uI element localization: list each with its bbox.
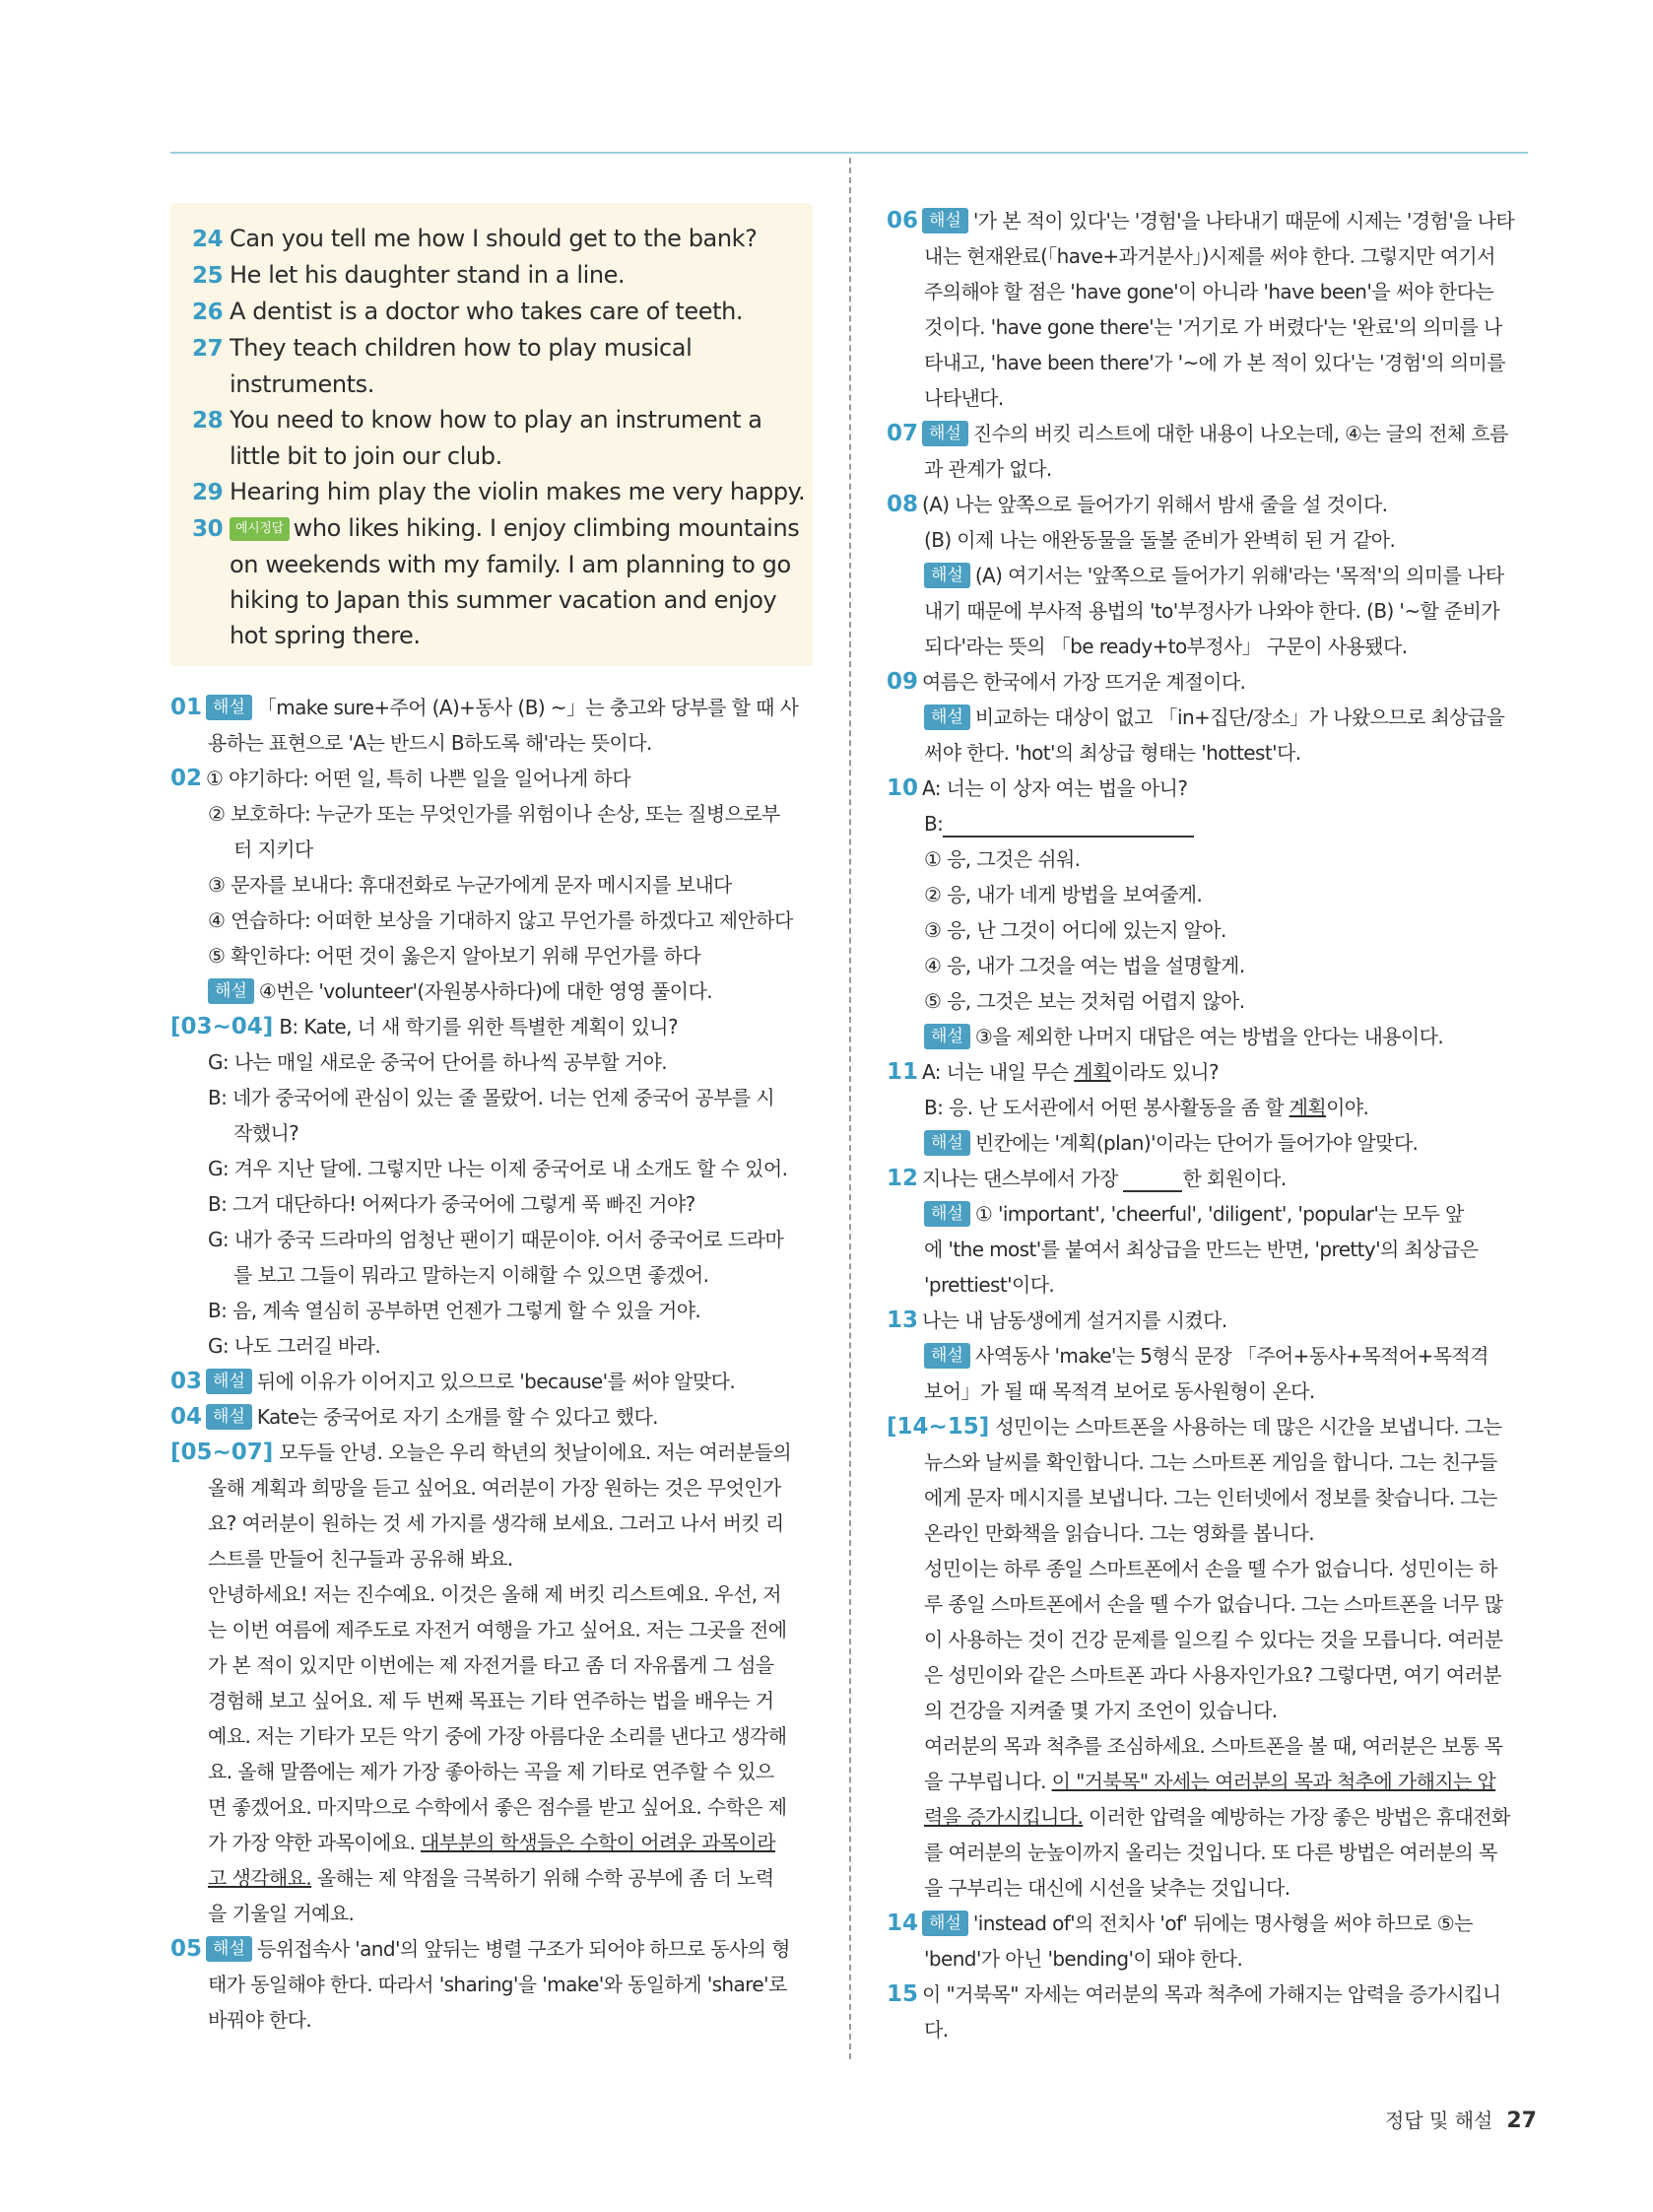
q13-explanation: 해설 사역동사 'make'는 5형식 문장 「주어+동사+목적어+목적격 bbox=[887, 1338, 1528, 1374]
passage-line: 뉴스와 날씨를 확인합니다. 그는 스마트폰 게임을 합니다. 그는 친구들 bbox=[924, 1450, 1497, 1474]
passage-line: 력을 증가시킵니다. 이러한 압력을 예방하는 가장 좋은 방법은 휴대전화 bbox=[924, 1805, 1510, 1829]
q08: 08 (A) 나는 앞쪽으로 들어가기 위해서 밤새 줄을 설 것이다. bbox=[887, 492, 1388, 517]
explanation-tag: 해설 bbox=[206, 1369, 252, 1394]
q05-line: 바꿔야 한다. bbox=[208, 2008, 312, 2032]
q08-line: (B) 이제 나는 애완동물을 돌볼 준비가 완벽히 된 거 같아. bbox=[924, 528, 1396, 552]
q14-line: 'bend'가 아닌 'bending'이 돼야 한다. bbox=[924, 1947, 1243, 1971]
explanation-tag: 해설 bbox=[924, 563, 970, 588]
q05-line: 태가 동일해야 한다. 따라서 'sharing'을 'make'와 동일하게 'share'로 bbox=[208, 1973, 787, 1996]
q11-explanation: 해설 빈칸에는 '계획(plan)'이라는 단어가 들어가야 알맞다. bbox=[887, 1125, 1528, 1161]
passage-line: 요? 여러분이 원하는 것 세 가지를 생각해 보세요. 그러고 나서 버킷 리 bbox=[208, 1511, 784, 1535]
explanation-tag: 해설 bbox=[924, 1024, 970, 1049]
passage-line: 을 기울일 거예요. bbox=[208, 1902, 355, 1925]
q13-line: 보어」가 될 때 목적격 보어로 동사원형이 온다. bbox=[924, 1379, 1315, 1403]
passage-line: 는 이번 여름에 제주도로 자전거 여행을 가고 싶어요. 저는 그곳을 전에 bbox=[208, 1618, 787, 1642]
passage-line: 을 구부립니다. 이 "거북목" 자세는 여러분의 목과 척추에 가해지는 압 bbox=[924, 1770, 1496, 1793]
q15-line: 다. bbox=[924, 2018, 949, 2042]
explanation-tag: 해설 bbox=[922, 421, 968, 446]
passage-line: 가 가장 약한 과목이에요. 대부분의 학생들은 수학이 어려운 과목이라 bbox=[208, 1831, 775, 1854]
footer-label: 정답 및 해설 bbox=[1385, 2109, 1493, 2132]
q12-line: 'prettiest'이다. bbox=[924, 1273, 1055, 1297]
answer-25: 25 He let his daughter stand in a line. bbox=[192, 261, 626, 289]
passage-line: 스트를 만들어 친구들과 공유해 봐요. bbox=[208, 1547, 513, 1571]
passage-line: 요. 올해 말쯤에는 제가 가장 좋아하는 곡을 제 기타로 연주할 수 있으 bbox=[208, 1760, 774, 1783]
q05-07-passage: [05~07] 모두들 안녕. 오늘은 우리 학년의 첫날이에요. 저는 여러분들의 bbox=[170, 1440, 792, 1465]
q10: 10 A: 너는 이 상자 여는 법을 아니? bbox=[887, 775, 1188, 801]
explanation-tag: 해설 bbox=[206, 1404, 252, 1430]
answer-box bbox=[170, 203, 813, 666]
q05: 05 해설 등위접속사 'and'의 앞뒤는 병렬 구조가 되어야 하므로 동사의 형 bbox=[170, 1936, 790, 1962]
dialog-line: 작했니? bbox=[233, 1121, 299, 1145]
q02: 02 ① 야기하다: 어떤 일, 특히 나쁜 일을 일어나게 하다 bbox=[170, 766, 630, 791]
q07: 07 해설 진수의 버킷 리스트에 대한 내용이 나오는데, ④는 글의 전체 흐름 bbox=[887, 421, 1508, 446]
q02-line: ④ 연습하다: 어떠한 보상을 기대하지 않고 무언가를 하겠다고 제안하다 bbox=[208, 908, 793, 932]
q10-option: ④ 응, 내가 그것을 여는 법을 설명할게. bbox=[924, 954, 1245, 977]
q06-line: 내는 현재완료(「have+과거분사」)시제를 써야 한다. 그렇지만 여기서 bbox=[924, 244, 1495, 268]
answer-30: 30 예시정답 who likes hiking. I enjoy climbing mountains bbox=[192, 514, 800, 542]
q10-option: ② 응, 내가 네게 방법을 보여줄게. bbox=[924, 883, 1203, 906]
passage-line: 을 구부리는 대신에 시선을 낮추는 것입니다. bbox=[924, 1876, 1290, 1900]
explanation-tag: 해설 bbox=[208, 978, 254, 1004]
q10-option: ① 응, 그것은 쉬워. bbox=[924, 847, 1081, 871]
answer-28: 28 You need to know how to play an instrument a bbox=[192, 406, 762, 434]
q08-line: 되다'라는 뜻의 「be ready+to부정사」 구문이 사용됐다. bbox=[924, 635, 1408, 658]
passage-line: 의 건강을 지켜줄 몇 가지 조언이 있습니다. bbox=[924, 1699, 1278, 1722]
q06-line: 주의해야 할 점은 'have gone'이 아니라 'have been'을 써야 한다는 bbox=[924, 280, 1494, 303]
q06-line: 타내고, 'have been there'가 '~에 가 본 적이 있다'는 '경험'의 의미를 bbox=[924, 351, 1506, 374]
passage-line: 고 생각해요. 올해는 제 약점을 극복하기 위해 수학 공부에 좀 더 노력 bbox=[208, 1866, 774, 1890]
q06: 06 해설 '가 본 적이 있다'는 '경험'을 나타내기 때문에 시제는 '경험'을 나타 bbox=[887, 208, 1515, 234]
passage-line: 에게 문자 메시지를 보냅니다. 그는 인터넷에서 정보를 찾습니다. 그는 bbox=[924, 1486, 1497, 1509]
sample-answer-badge: 예시정답 bbox=[230, 517, 290, 541]
dialog-line: B: 그거 대단하다! 어쩌다가 중국어에 그렇게 푹 빠진 거야? bbox=[208, 1192, 695, 1216]
explanation-tag: 해설 bbox=[924, 1343, 970, 1369]
passage-line: 가 본 적이 있지만 이번에는 제 자전거를 타고 좀 더 자유롭게 그 섬을 bbox=[208, 1653, 774, 1677]
q10-option: ⑤ 응, 그것은 보는 것처럼 어렵지 않아. bbox=[924, 989, 1245, 1013]
q15: 15 이 "거북목" 자세는 여러분의 목과 척추에 가해지는 압력을 증가시킵니 bbox=[887, 1981, 1501, 2007]
passage-line: 면 좋겠어요. 마지막으로 수학에서 좋은 점수를 받고 싶어요. 수학은 제 bbox=[208, 1795, 787, 1819]
q09-explanation: 해설 비교하는 대상이 없고 「in+집단/장소」가 나왔으므로 최상급을 bbox=[887, 700, 1528, 735]
answer-28-cont: little bit to join our club. bbox=[230, 442, 502, 470]
answer-24: 24 Can you tell me how I should get to the bank? bbox=[192, 225, 758, 252]
q08-line: 내기 때문에 부사적 용법의 'to'부정사가 나와야 한다. (B) '~할 준비가 bbox=[924, 599, 1500, 623]
dialog-line: 를 보고 그들이 뭐라고 말하는지 이해할 수 있으면 좋겠어. bbox=[233, 1263, 709, 1287]
passage-line: 를 여러분의 눈높이까지 올리는 것입니다. 또 다른 방법은 여러분의 목 bbox=[924, 1841, 1497, 1864]
q04: 04 해설 Kate는 중국어로 자기 소개를 할 수 있다고 했다. bbox=[170, 1404, 658, 1430]
dialog-line: B: 네가 중국어에 관심이 있는 줄 몰랐어. 너는 언제 중국어 공부를 시 bbox=[208, 1086, 775, 1109]
passage-line: 온라인 만화책을 읽습니다. 그는 영화를 봅니다. bbox=[924, 1521, 1314, 1545]
passage-line: 이 사용하는 것이 건강 문제를 일으킬 수 있다는 것을 모릅니다. 여러분 bbox=[924, 1628, 1503, 1651]
q10-explanation: 해설 ③을 제외한 나머지 대답은 여는 방법을 안다는 내용이다. bbox=[887, 1019, 1528, 1054]
q02-explanation: 해설 ④번은 'volunteer'(자원봉사하다)에 대한 영영 풀이다. bbox=[170, 973, 813, 1009]
answer-29: 29 Hearing him play the violin makes me very happy. bbox=[192, 478, 806, 505]
q10-blank-line: B: bbox=[887, 806, 1528, 841]
dialog-line: G: 겨우 지난 달에. 그렇지만 나는 이제 중국어로 내 소개도 할 수 있어. bbox=[208, 1157, 788, 1180]
q07-line: 과 관계가 없다. bbox=[924, 457, 1052, 481]
explanation-tag: 해설 bbox=[924, 1130, 970, 1156]
dialog-line: G: 나는 매일 새로운 중국어 단어를 하나씩 공부할 거야. bbox=[208, 1050, 667, 1074]
passage-line: 안녕하세요! 저는 진수예요. 이것은 올해 제 버킷 리스트예요. 우선, 저 bbox=[208, 1582, 781, 1606]
q08-explanation: 해설 (A) 여기서는 '앞쪽으로 들어가기 위해'라는 '목적'의 의미를 나타 bbox=[887, 558, 1528, 593]
q11: 11 A: 너는 내일 무슨 계획이라도 있니? bbox=[887, 1059, 1220, 1085]
left-column bbox=[170, 690, 813, 2038]
explanation-tag: 해설 bbox=[922, 208, 968, 234]
answer-blank bbox=[943, 814, 1194, 838]
q10-option: ③ 응, 난 그것이 어디에 있는지 알아. bbox=[924, 918, 1226, 942]
passage-line: 예요. 저는 기타가 모든 악기 중에 가장 아름다운 소리를 낸다고 생각해 bbox=[208, 1724, 787, 1748]
q11-line: B: 응. 난 도서관에서 어떤 봉사활동을 좀 할 계획이야. bbox=[924, 1096, 1369, 1119]
q13: 13 나는 내 남동생에게 설거지를 시켰다. bbox=[887, 1307, 1227, 1333]
right-column bbox=[887, 203, 1528, 2047]
top-rule bbox=[170, 152, 1528, 154]
q02-line: ⑤ 확인하다: 어떤 것이 옳은지 알아보기 위해 무언가를 하다 bbox=[208, 944, 701, 968]
passage-line: 경험해 보고 싶어요. 제 두 번째 목표는 기타 연주하는 법을 배우는 거 bbox=[208, 1689, 774, 1712]
q14: 14 해설 'instead of'의 전치사 'of' 뒤에는 명사형을 써야 하므로 ⑤는 bbox=[887, 1910, 1473, 1936]
q03: 03 해설 뒤에 이유가 이어지고 있으므로 'because'를 써야 알맞다. bbox=[170, 1369, 736, 1394]
dialog-line: G: 내가 중국 드라마의 엄청난 팬이기 때문이야. 어서 중국어로 드라마 bbox=[208, 1228, 784, 1251]
answer-30-cont2: hiking to Japan this summer vacation and enjoy bbox=[230, 586, 777, 614]
q01-line: 용하는 표현으로 'A는 반드시 B하도록 해'라는 뜻이다. bbox=[208, 731, 652, 755]
explanation-tag: 해설 bbox=[922, 1910, 968, 1936]
passage-line: 올해 계획과 희망을 듣고 싶어요. 여러분이 가장 원하는 것은 무엇인가 bbox=[208, 1476, 781, 1500]
explanation-tag: 해설 bbox=[206, 695, 252, 720]
dialog-line: G: 나도 그러길 바라. bbox=[208, 1334, 381, 1358]
passage-line: 성민이는 하루 종일 스마트폰에서 손을 뗄 수가 없습니다. 성민이는 하 bbox=[924, 1557, 1497, 1580]
page-number: 27 bbox=[1506, 2109, 1537, 2133]
q09-line: 써야 한다. 'hot'의 최상급 형태는 'hottest'다. bbox=[924, 741, 1301, 765]
passage-line: 루 종일 스마트폰에서 손을 뗄 수가 없습니다. 그는 스마트폰을 너무 많 bbox=[924, 1592, 1503, 1616]
q14-15-passage: [14~15] 성민이는 스마트폰을 사용하는 데 많은 시간을 보냅니다. 그는 bbox=[887, 1414, 1502, 1440]
explanation-tag: 해설 bbox=[924, 1201, 970, 1227]
q02-line: ③ 문자를 보내다: 휴대전화로 누군가에게 문자 메시지를 보내다 bbox=[208, 873, 732, 897]
q02-line: 터 지키다 bbox=[233, 838, 313, 861]
q01: 01 해설 「make sure+주어 (A)+동사 (B) ~」는 충고와 당부를 할 때 사 bbox=[170, 695, 799, 720]
answer-30-cont1: on weekends with my family. I am planning to go bbox=[230, 551, 791, 578]
answer-30-cont3: hot spring there. bbox=[230, 622, 421, 649]
q12-explanation: 해설 ① 'important', 'cheerful', 'diligent', 'popular'는 모두 앞 bbox=[887, 1196, 1528, 1232]
page-footer bbox=[1385, 2105, 1537, 2133]
column-divider bbox=[849, 158, 851, 2059]
explanation-tag: 해설 bbox=[924, 704, 970, 730]
answer-blank bbox=[1123, 1169, 1182, 1192]
q09: 09 여름은 한국에서 가장 뜨거운 계절이다. bbox=[887, 669, 1246, 695]
q12: 12 지나는 댄스부에서 가장 한 회원이다. bbox=[887, 1166, 1287, 1191]
q06-line: 나타낸다. bbox=[924, 386, 1004, 410]
explanation-tag: 해설 bbox=[206, 1936, 252, 1962]
answer-26: 26 A dentist is a doctor who takes care of teeth. bbox=[192, 298, 744, 325]
dialog-line: B: 음, 계속 열심히 공부하면 언젠가 그렇게 할 수 있을 거야. bbox=[208, 1299, 701, 1322]
q03-04-dialog: [03~04] B: Kate, 너 새 학기를 위한 특별한 계획이 있니? bbox=[170, 1014, 678, 1039]
q12-line: 에 'the most'를 붙여서 최상급을 만드는 반면, 'pretty'의 최상급은 bbox=[924, 1238, 1479, 1261]
passage-line: 여러분의 목과 척추를 조심하세요. 스마트폰을 볼 때, 여러분은 보통 목 bbox=[924, 1734, 1503, 1758]
answer-27-cont: instruments. bbox=[230, 370, 374, 398]
answer-27: 27 They teach children how to play musical bbox=[192, 334, 693, 362]
passage-line: 은 성민이와 같은 스마트폰 과다 사용자인가요? 그렇다면, 여기 여러분 bbox=[924, 1663, 1501, 1687]
q02-line: ② 보호하다: 누군가 또는 무엇인가를 위험이나 손상, 또는 질병으로부 bbox=[208, 802, 780, 826]
q06-line: 것이다. 'have gone there'는 '거기로 가 버렸다'는 '완료'의 의미를 나 bbox=[924, 315, 1502, 339]
